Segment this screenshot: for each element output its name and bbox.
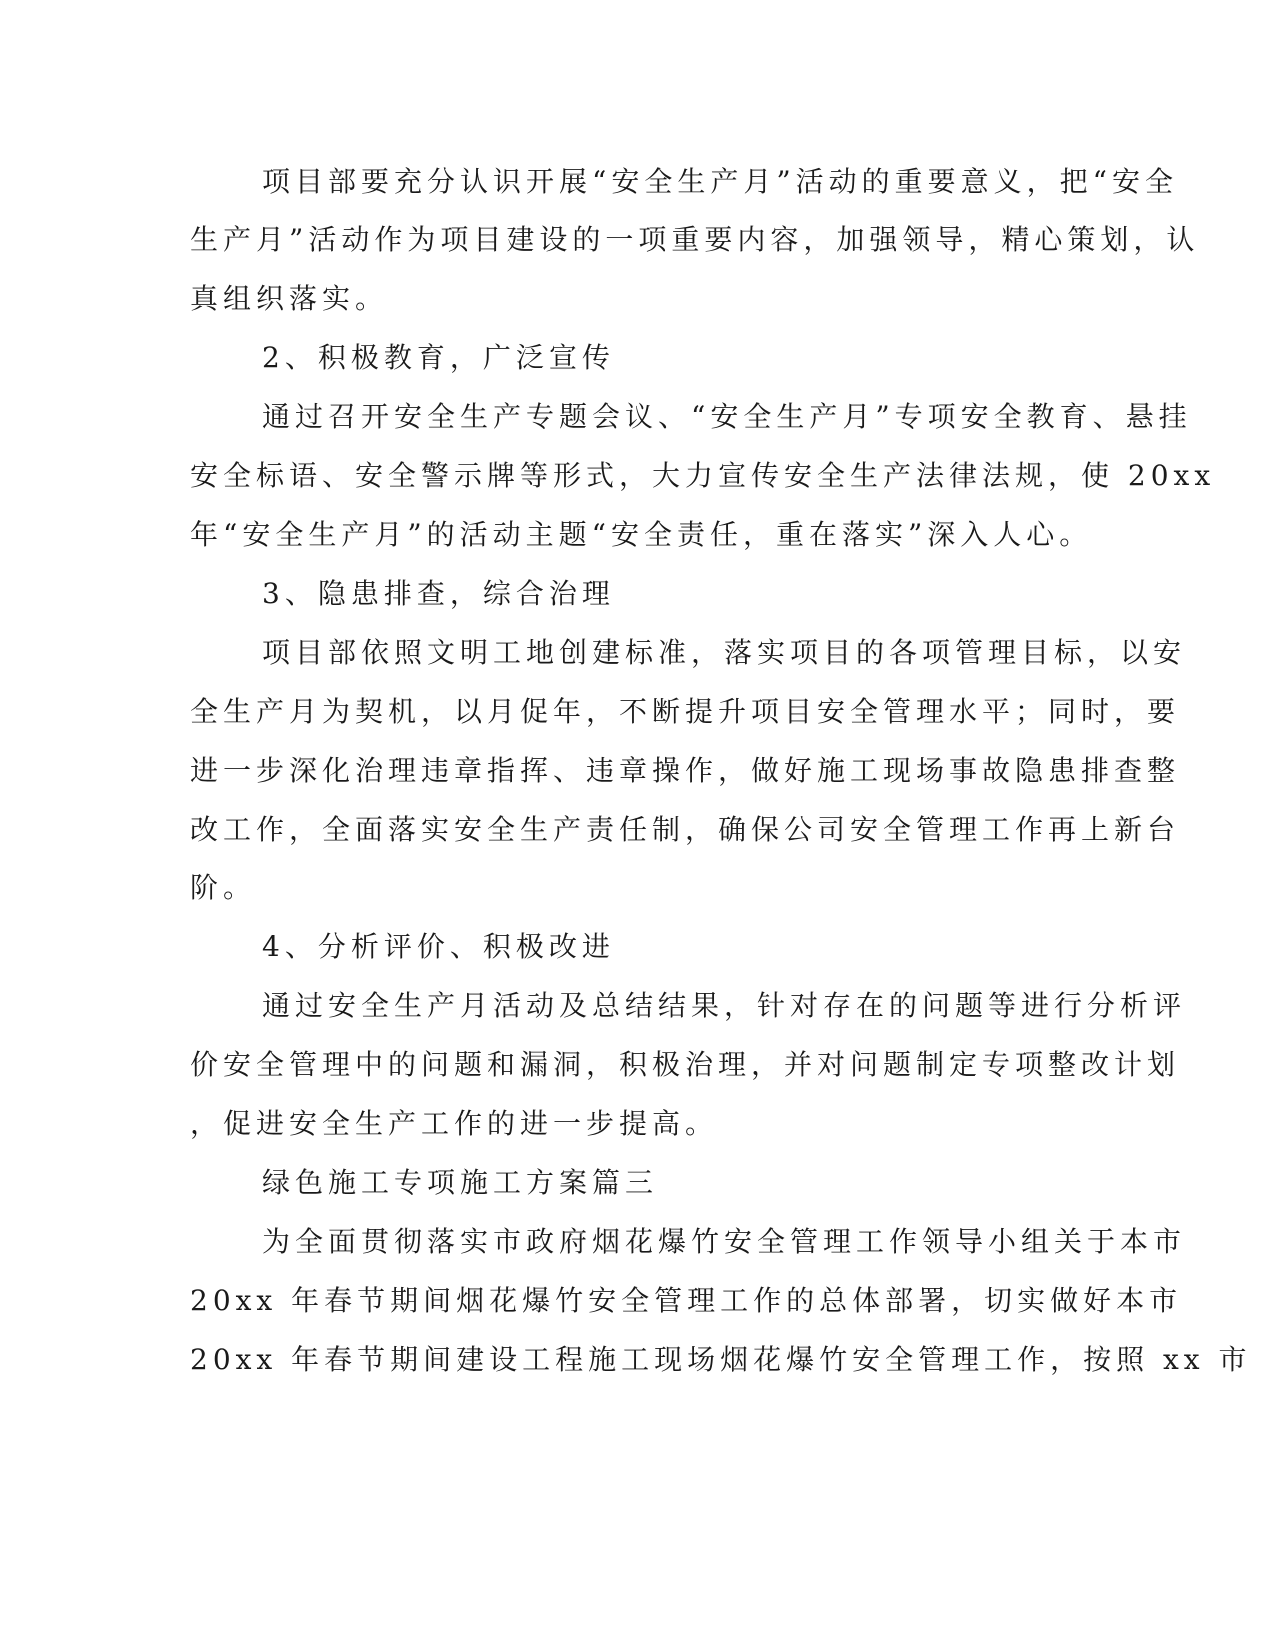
- paragraph-line: 价安全管理中的问题和漏洞，积极治理，并对问题制定专项整改计划: [190, 1048, 1181, 1081]
- paragraph-line: 进一步深化治理违章指挥、违章操作，做好施工现场事故隐患排查整: [190, 754, 1181, 787]
- section-heading: 2、积极教育，广泛宣传: [262, 341, 615, 374]
- paragraph-line: 项目部依照文明工地创建标准，落实项目的各项管理目标，以安: [262, 636, 1187, 669]
- paragraph-line: 全生产月为契机，以月促年，不断提升项目安全管理水平；同时，要: [190, 695, 1181, 728]
- paragraph-line: 项目部要充分认识开展“安全生产月”活动的重要意义，把“安全: [262, 165, 1178, 198]
- paragraph-line: 真组织落实。: [190, 282, 389, 315]
- paragraph-line: 20xx 年春节期间烟花爆竹安全管理工作的总体部署，切实做好本市: [190, 1284, 1183, 1317]
- paragraph-line: ，促进安全生产工作的进一步提高。: [190, 1107, 719, 1140]
- paragraph-line: 为全面贯彻落实市政府烟花爆竹安全管理工作领导小组关于本市: [262, 1225, 1187, 1258]
- section-heading: 3、隐患排查，综合治理: [262, 577, 615, 610]
- paragraph-line: 通过召开安全生产专题会议、“安全生产月”专项安全教育、悬挂: [262, 400, 1192, 433]
- paragraph-line: 改工作，全面落实安全生产责任制，确保公司安全管理工作再上新台: [190, 813, 1181, 846]
- paragraph-line: 年“安全生产月”的活动主题“安全责任，重在落实”深入人心。: [190, 518, 1093, 551]
- paragraph-line: 安全标语、安全警示牌等形式，大力宣传安全生产法律法规，使 20xx: [190, 459, 1216, 492]
- section-heading: 4、分析评价、积极改进: [262, 930, 615, 963]
- paragraph-line: 20xx 年春节期间建设工程施工现场烟花爆竹安全管理工作，按照 xx 市: [190, 1343, 1252, 1376]
- section-title: 绿色施工专项施工方案篇三: [262, 1166, 659, 1199]
- paragraph-line: 通过安全生产月活动及总结结果，针对存在的问题等进行分析评: [262, 989, 1187, 1022]
- paragraph-line: 阶。: [190, 871, 257, 904]
- paragraph-line: 生产月”活动作为项目建设的一项重要内容，加强领导，精心策划，认: [190, 223, 1200, 256]
